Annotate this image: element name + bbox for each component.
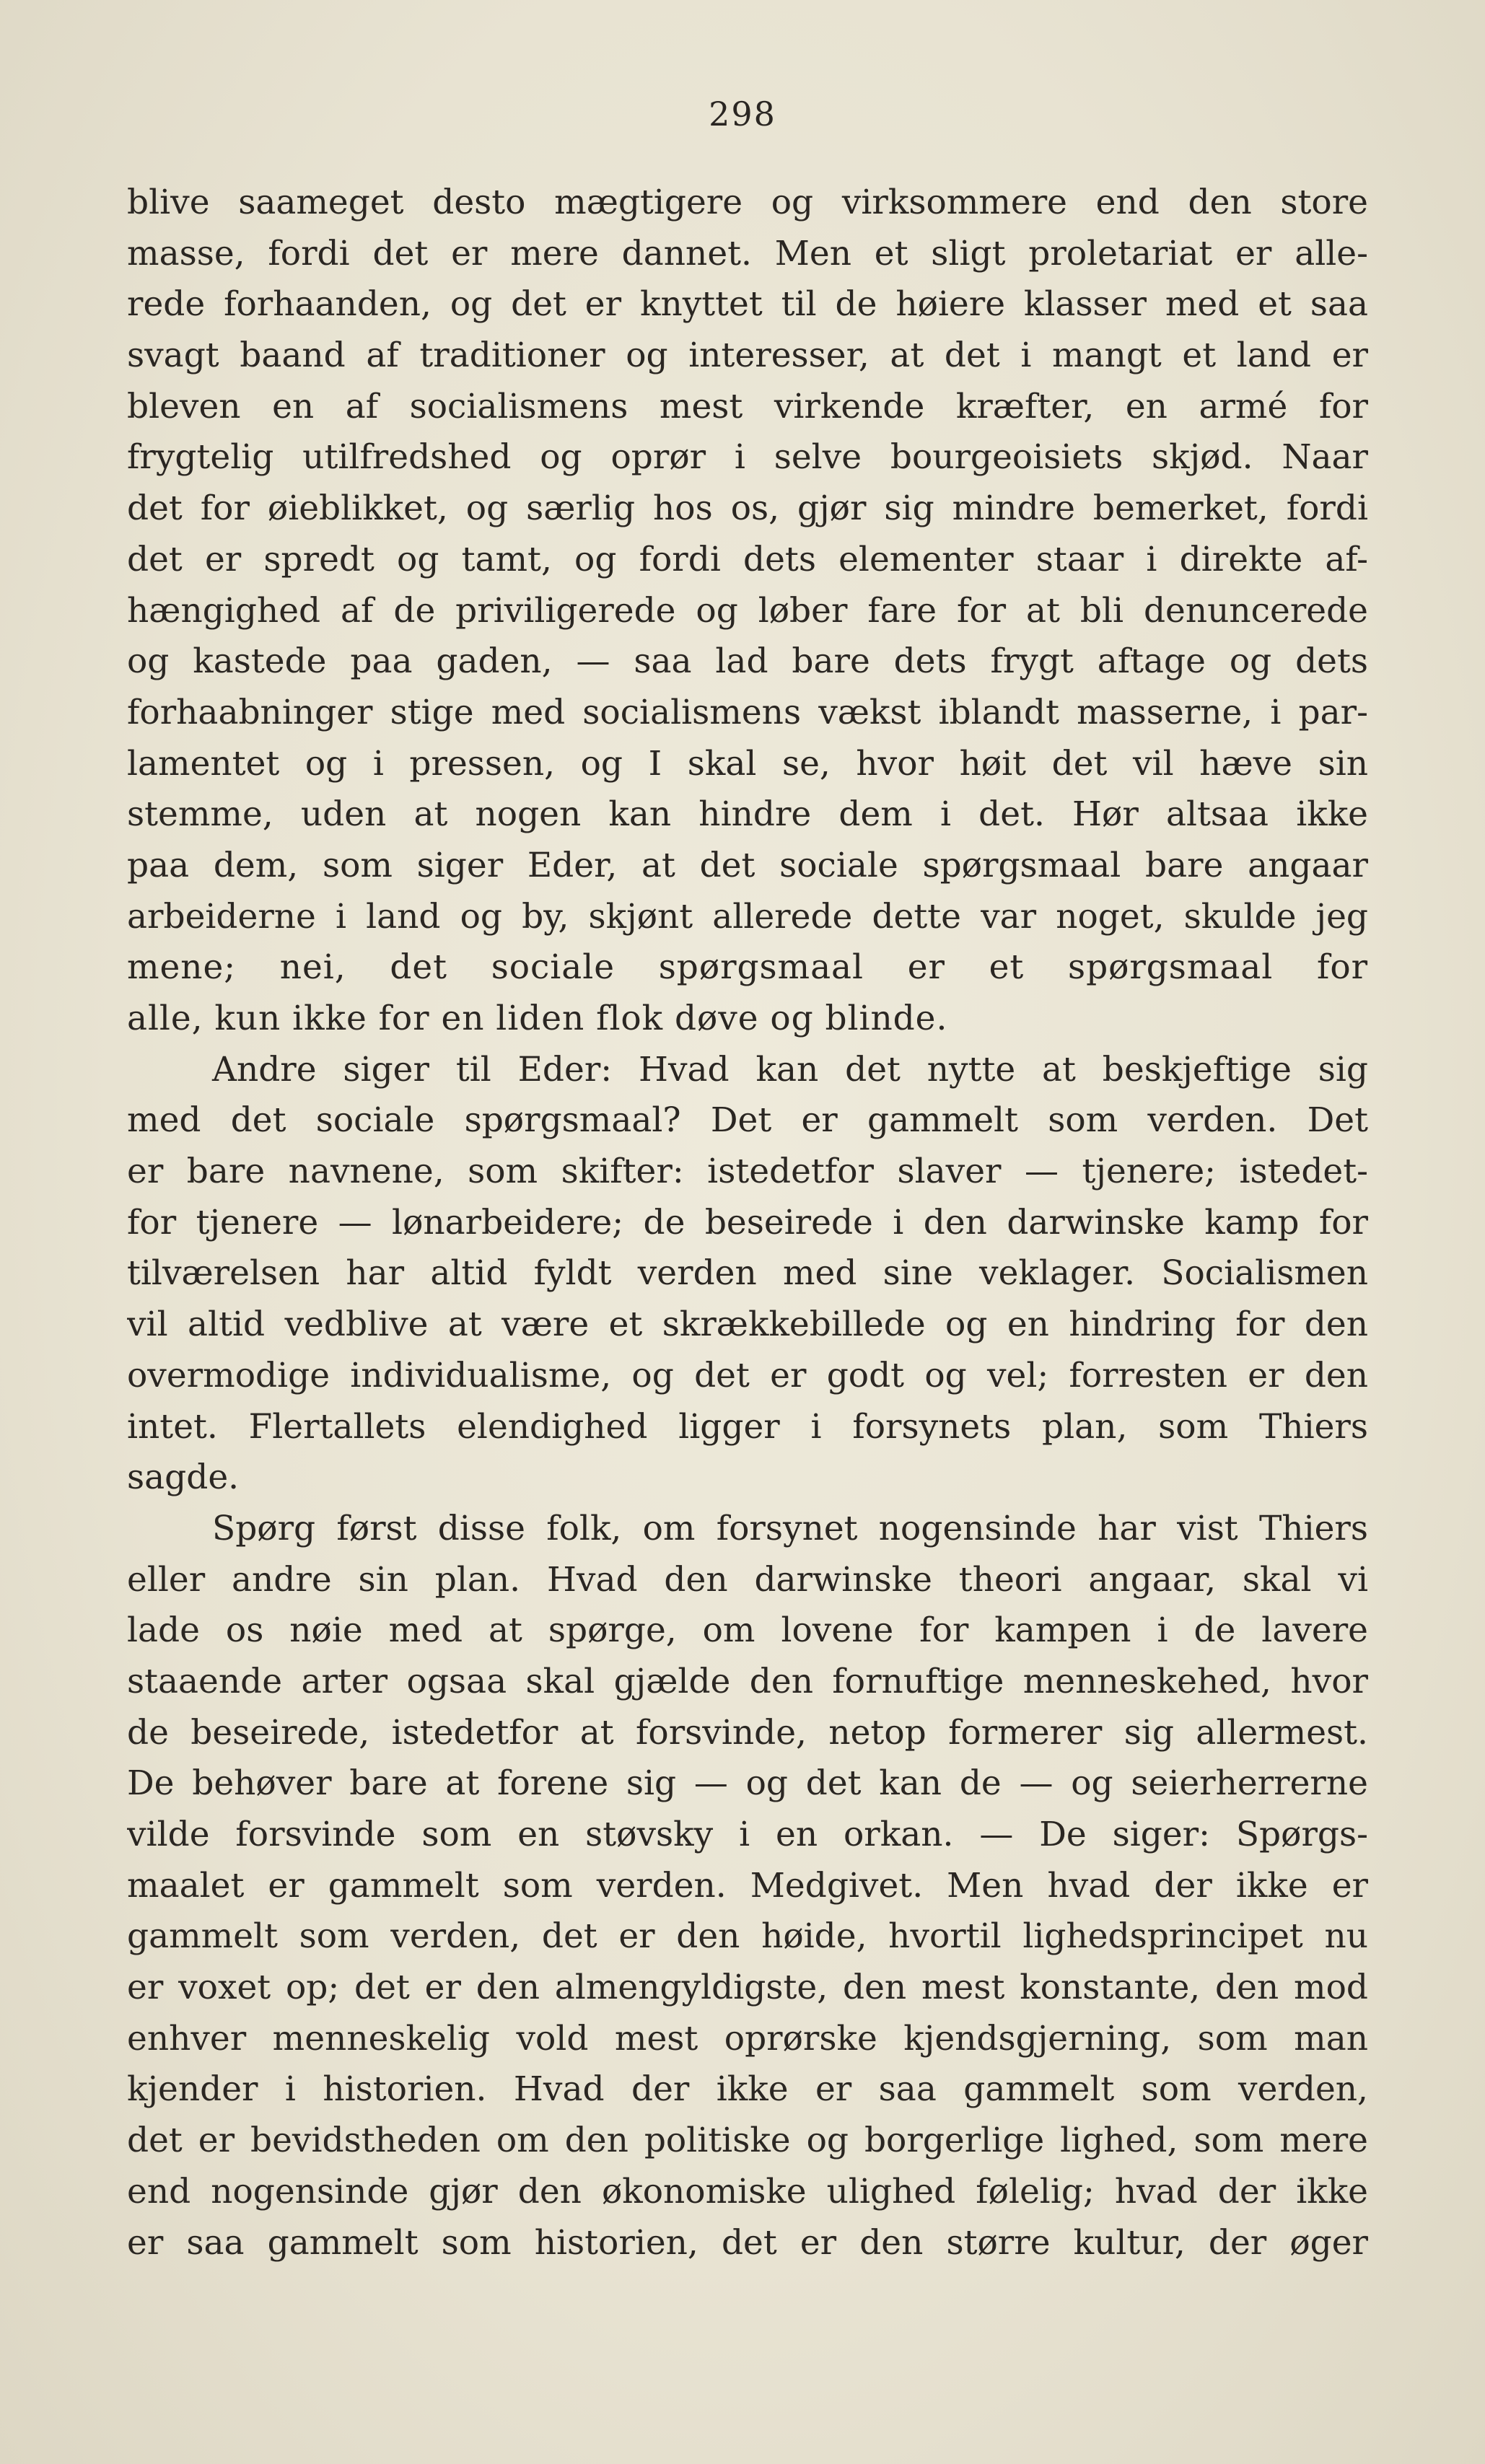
text-line: lade os nøie med at spørge, om lovene for kampen i de lavere: [127, 1610, 1368, 1651]
text-line: blive saameget desto mægtigere og virksommere end den store: [127, 183, 1368, 222]
text-line: mene; nei, det sociale spørgsmaal er et spørgsmaal for: [127, 947, 1368, 988]
text-line: alle, kun ikke for en liden flok døve og blinde.: [127, 999, 948, 1038]
text-line: er bare navnene, som skifter: istedetfor slaver — tjenere; istedet-: [127, 1152, 1368, 1192]
text-line: end nogensinde gjør den økonomiske ulighed følelig; hvad der ikke: [127, 2171, 1368, 2211]
text-line: lamentet og i pressen, og I skal se, hvor høit det vil hæve sin: [127, 743, 1368, 784]
text-line: stemme, uden at nogen kan hindre dem i det. Hør altsaa ikke: [127, 794, 1368, 835]
text-line: Spørg først disse folk, om forsynet nogensinde har vist Thiers: [212, 1508, 1368, 1548]
text-line: med det sociale spørgsmaal? Det er gammelt som verden. Det: [127, 1100, 1368, 1141]
text-line: forhaabninger stige med socialismens vækst iblandt masserne, i par-: [127, 692, 1368, 732]
text-line: intet. Flertallets elendighed ligger i forsynets plan, som Thiers: [127, 1406, 1368, 1447]
text-line: eller andre sin plan. Hvad den darwinske theori angaar, skal vi: [127, 1559, 1368, 1600]
text-line: overmodige individualisme, og det er godt og vel; forresten er den: [127, 1355, 1368, 1395]
text-line: vil altid vedblive at være et skrækkebillede og en hindring for den: [127, 1305, 1368, 1345]
text-line: gammelt som verden, det er den høide, hvortil lighedsprincipet nu: [127, 1916, 1368, 1957]
text-line: sagde.: [127, 1457, 240, 1498]
text-line: De behøver bare at forene sig — og det kan de — og seierherrerne: [127, 1763, 1368, 1804]
text-line: frygtelig utilfredshed og oprør i selve bourgeoisiets skjød. Naar: [127, 437, 1368, 478]
text-line: hængighed af de priviligerede og løber fare for at bli denuncerede: [127, 590, 1368, 631]
body-text: [127, 177, 1368, 2268]
text-line: det for øieblikket, og særlig hos os, gjør sig mindre bemerket, fordi: [127, 488, 1368, 529]
text-line: bleven en af socialismens mest virkende kræfter, en armé for: [127, 386, 1368, 426]
text-line: maalet er gammelt som verden. Medgivet. Men hvad der ikke er: [127, 1865, 1368, 1906]
text-line: og kastede paa gaden, — saa lad bare dets frygt aftage og dets: [127, 641, 1368, 682]
text-line: er voxet op; det er den almengyldigste, den mest konstante, den mod: [127, 1968, 1368, 2008]
text-line: paa dem, som siger Eder, at det sociale spørgsmaal bare angaar: [127, 845, 1368, 885]
text-line: Andre siger til Eder: Hvad kan det nytte at beskjeftige sig: [212, 1049, 1368, 1089]
text-line: kjender i historien. Hvad der ikke er saa gammelt som verden,: [127, 2069, 1368, 2110]
text-line: det er spredt og tamt, og fordi dets elementer staar i direkte af-: [127, 539, 1368, 579]
page-number: 298: [709, 95, 776, 133]
text-line: arbeiderne i land og by, skjønt allerede dette var noget, skulde jeg: [127, 896, 1368, 937]
text-line: staaende arter ogsaa skal gjælde den fornuftige menneskehed, hvor: [127, 1661, 1368, 1701]
text-line: enhver menneskelig vold mest oprørske kjendsgjerning, som man: [127, 2018, 1368, 2059]
text-line: tilværelsen har altid fyldt verden med sine veklager. Socialismen: [127, 1253, 1368, 1294]
text-line: svagt baand af traditioner og interesser, at det i mangt et land er: [127, 336, 1368, 376]
text-line: det er bevidstheden om den politiske og borgerlige lighed, som mere: [127, 2121, 1368, 2161]
text-line: for tjenere — lønarbeidere; de beseirede i den darwinske kamp for: [127, 1202, 1368, 1242]
text-line: de beseirede, istedetfor at forsvinde, netop formerer sig allermest.: [127, 1712, 1368, 1753]
text-line: rede forhaanden, og det er knyttet til de høiere klasser med et saa: [127, 284, 1368, 325]
text-line: vilde forsvinde som en støvsky i en orkan. — De siger: Spørgs-: [127, 1815, 1368, 1854]
text-line: er saa gammelt som historien, det er den større kultur, der øger: [127, 2222, 1368, 2263]
text-line: masse, fordi det er mere dannet. Men et sligt proletariat er alle-: [127, 233, 1368, 273]
